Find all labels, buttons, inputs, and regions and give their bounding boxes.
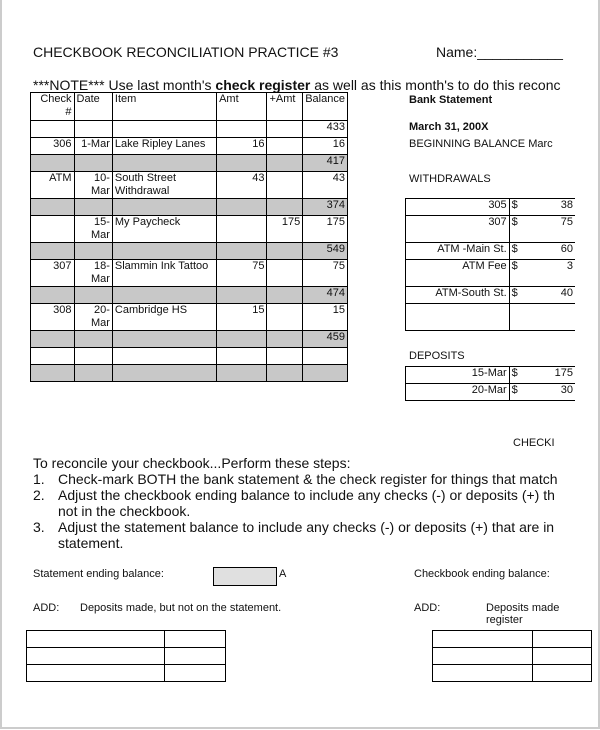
- beginning-balance-label: BEGINNING BALANCE Marc: [409, 138, 553, 150]
- table-row: [31, 243, 348, 260]
- table-row: [31, 199, 348, 216]
- register-cell-amt[interactable]: 75: [217, 260, 267, 287]
- withdrawals-amount[interactable]: 38: [529, 199, 575, 216]
- register-cell-check[interactable]: [31, 348, 75, 365]
- step-text: Check-mark BOTH the bank statement & the check register for things that match: [58, 471, 558, 487]
- table-row: [31, 287, 348, 304]
- input-cell[interactable]: [433, 631, 533, 648]
- input-cell[interactable]: [165, 648, 226, 665]
- register-cell-plus[interactable]: [267, 172, 303, 199]
- withdrawals-table: [405, 198, 575, 331]
- step-line: [33, 535, 558, 551]
- add-label-right: ADD:: [414, 602, 441, 614]
- withdrawals-label[interactable]: 307: [406, 216, 510, 243]
- withdrawals-currency[interactable]: $: [509, 199, 529, 216]
- withdrawals-amount[interactable]: [529, 304, 575, 331]
- register-cell-amt[interactable]: [217, 365, 267, 382]
- step-number: 2.: [33, 487, 45, 503]
- withdrawals-label[interactable]: ATM-South St.: [406, 287, 510, 304]
- withdrawals-currency[interactable]: [509, 304, 529, 331]
- register-cell-balance[interactable]: 417: [303, 155, 348, 172]
- table-row: [406, 260, 576, 287]
- register-cell-amt[interactable]: [217, 348, 267, 365]
- header-amt: Amt: [217, 93, 267, 121]
- register-cell-date[interactable]: [74, 243, 112, 260]
- register-cell-amt[interactable]: [217, 331, 267, 348]
- step-line: [33, 519, 558, 535]
- step-number: 3.: [33, 519, 45, 535]
- withdrawals-label[interactable]: 305: [406, 199, 510, 216]
- register-cell-date[interactable]: [74, 155, 112, 172]
- register-cell-amt[interactable]: [217, 287, 267, 304]
- register-cell-check[interactable]: [31, 243, 75, 260]
- register-cell-item[interactable]: [112, 331, 216, 348]
- table-row: [31, 216, 348, 243]
- header-plus-amt: +Amt: [267, 93, 303, 121]
- note-prefix: ***NOTE*** Use last month's: [33, 77, 216, 93]
- register-cell-date[interactable]: 15-Mar: [74, 216, 112, 243]
- deposits-currency[interactable]: $: [509, 367, 529, 384]
- register-cell-plus[interactable]: [267, 199, 303, 216]
- register-cell-date[interactable]: 18-Mar: [74, 260, 112, 287]
- deposits-not-on-statement-table: [26, 630, 226, 682]
- register-cell-date[interactable]: [74, 331, 112, 348]
- deposits-amount[interactable]: 175: [529, 367, 575, 384]
- withdrawals-currency[interactable]: $: [509, 287, 529, 304]
- register-cell-balance[interactable]: 15: [303, 304, 348, 331]
- deposits-not-in-register-table: [432, 630, 592, 682]
- table-row: [31, 155, 348, 172]
- register-cell-plus[interactable]: 175: [267, 216, 303, 243]
- table-row: [406, 199, 576, 216]
- register-cell-plus[interactable]: [267, 155, 303, 172]
- step-line: [33, 503, 558, 519]
- register-cell-amt[interactable]: 43: [217, 172, 267, 199]
- register-cell-plus[interactable]: [267, 287, 303, 304]
- withdrawals-amount[interactable]: 60: [529, 243, 575, 260]
- statement-date: March 31, 200X: [409, 121, 489, 133]
- table-row: [406, 384, 576, 401]
- add-label-left: ADD:: [33, 602, 60, 614]
- register-cell-plus[interactable]: [267, 243, 303, 260]
- register-cell-balance[interactable]: 474: [303, 287, 348, 304]
- register-cell-check[interactable]: [31, 287, 75, 304]
- register-cell-balance[interactable]: 433: [303, 121, 348, 138]
- register-cell-plus[interactable]: [267, 260, 303, 287]
- table-row: [31, 138, 348, 155]
- register-cell-balance[interactable]: 374: [303, 199, 348, 216]
- statement-marker: A: [279, 568, 287, 580]
- input-cell[interactable]: [533, 631, 592, 648]
- register-cell-amt[interactable]: 16: [217, 138, 267, 155]
- register-cell-date[interactable]: 20-Mar: [74, 304, 112, 331]
- register-cell-balance[interactable]: 549: [303, 243, 348, 260]
- register-cell-check[interactable]: [31, 121, 75, 138]
- step-text: Adjust the statement balance to include any checks (-) or deposits (+) that are in: [58, 519, 555, 535]
- register-cell-amt[interactable]: [217, 155, 267, 172]
- register-cell-item[interactable]: Slammin Ink Tattoo: [112, 260, 216, 287]
- add-right-text-2: register: [486, 614, 523, 626]
- register-cell-balance[interactable]: 43: [303, 172, 348, 199]
- register-cell-date[interactable]: [74, 121, 112, 138]
- register-cell-balance[interactable]: [303, 348, 348, 365]
- register-cell-balance[interactable]: 16: [303, 138, 348, 155]
- register-cell-check[interactable]: 307: [31, 260, 75, 287]
- register-cell-amt[interactable]: 15: [217, 304, 267, 331]
- register-cell-check[interactable]: [31, 365, 75, 382]
- register-cell-check[interactable]: ATM: [31, 172, 75, 199]
- header-item: Item: [112, 93, 216, 121]
- register-cell-date[interactable]: [74, 348, 112, 365]
- input-cell[interactable]: [27, 665, 165, 682]
- check-register-table: [30, 92, 348, 382]
- table-row: [406, 304, 576, 331]
- input-cell[interactable]: [533, 665, 592, 682]
- register-cell-item[interactable]: South Street Withdrawal: [112, 172, 216, 199]
- withdrawals-currency[interactable]: $: [509, 216, 529, 243]
- withdrawals-amount[interactable]: 3: [529, 260, 575, 287]
- withdrawals-label[interactable]: [406, 304, 510, 331]
- withdrawals-amount[interactable]: 40: [529, 287, 575, 304]
- add-right-text: Deposits made: [486, 602, 560, 614]
- register-cell-item[interactable]: [112, 365, 216, 382]
- table-row: [31, 260, 348, 287]
- input-cell[interactable]: [433, 665, 533, 682]
- register-cell-check[interactable]: [31, 155, 75, 172]
- deposits-table: [405, 366, 575, 401]
- header-check: Check #: [31, 93, 75, 121]
- register-cell-item[interactable]: [112, 199, 216, 216]
- register-cell-date[interactable]: [74, 199, 112, 216]
- register-cell-balance[interactable]: [303, 365, 348, 382]
- header-date: Date: [74, 93, 112, 121]
- note-bold: check register: [215, 77, 311, 93]
- deposits-currency[interactable]: $: [509, 384, 529, 401]
- step-text: Adjust the checkbook ending balance to include any checks (-) or deposits (+) th: [58, 487, 555, 503]
- note-suffix: as well as this month's to do this reconc: [310, 77, 561, 93]
- input-cell[interactable]: [27, 648, 165, 665]
- table-row: [406, 287, 576, 304]
- table-row: [31, 365, 348, 382]
- register-cell-item[interactable]: Cambridge HS: [112, 304, 216, 331]
- statement-ending-label: Statement ending balance:: [33, 568, 164, 580]
- table-row: [31, 348, 348, 365]
- register-cell-balance[interactable]: 459: [303, 331, 348, 348]
- register-cell-date[interactable]: 1-Mar: [74, 138, 112, 155]
- register-cell-item[interactable]: Lake Ripley Lanes: [112, 138, 216, 155]
- register-cell-check[interactable]: [31, 216, 75, 243]
- table-row: [31, 172, 348, 199]
- register-cell-item[interactable]: [112, 243, 216, 260]
- register-cell-amt[interactable]: [217, 243, 267, 260]
- bank-statement-heading: Bank Statement: [409, 94, 493, 106]
- input-cell[interactable]: [533, 648, 592, 665]
- register-cell-plus[interactable]: [267, 365, 303, 382]
- register-header: [31, 93, 348, 121]
- register-cell-check[interactable]: [31, 331, 75, 348]
- register-cell-amt[interactable]: [217, 121, 267, 138]
- register-cell-balance[interactable]: 175: [303, 216, 348, 243]
- register-cell-amt[interactable]: [217, 199, 267, 216]
- register-cell-date[interactable]: [74, 287, 112, 304]
- table-row: [406, 216, 576, 243]
- input-cell[interactable]: [27, 631, 165, 648]
- register-cell-plus[interactable]: [267, 138, 303, 155]
- withdrawals-label[interactable]: ATM -Main St.: [406, 243, 510, 260]
- register-cell-plus[interactable]: [267, 348, 303, 365]
- input-cell[interactable]: [165, 631, 226, 648]
- steps-intro: To reconcile your checkbook...Perform these steps:: [33, 455, 351, 471]
- statement-ending-input[interactable]: [213, 567, 277, 586]
- step-text: not in the checkbook.: [58, 503, 191, 519]
- header-balance: Balance: [303, 93, 348, 121]
- register-cell-check[interactable]: 306: [31, 138, 75, 155]
- withdrawals-label[interactable]: ATM Fee: [406, 260, 510, 287]
- name-field[interactable]: Name:___________: [436, 44, 563, 60]
- register-cell-plus[interactable]: [267, 121, 303, 138]
- step-text: statement.: [58, 535, 124, 551]
- deposits-label[interactable]: 15-Mar: [406, 367, 510, 384]
- register-cell-amt[interactable]: [217, 216, 267, 243]
- withdrawals-currency[interactable]: $: [509, 260, 529, 287]
- register-cell-balance[interactable]: 75: [303, 260, 348, 287]
- register-cell-check[interactable]: 308: [31, 304, 75, 331]
- deposits-amount[interactable]: 30: [529, 384, 575, 401]
- step-line: [33, 471, 558, 487]
- table-row: [31, 121, 348, 138]
- register-cell-date[interactable]: 10-Mar: [74, 172, 112, 199]
- checkbook-heading: CHECKI: [513, 437, 555, 449]
- steps-list: [33, 471, 558, 551]
- withdrawals-currency[interactable]: $: [509, 243, 529, 260]
- add-left-text: Deposits made, but not on the statement.: [80, 602, 282, 614]
- table-row: [31, 304, 348, 331]
- step-line: [33, 487, 558, 503]
- register-cell-date[interactable]: [74, 365, 112, 382]
- checkbook-ending-label: Checkbook ending balance:: [414, 568, 550, 580]
- input-cell[interactable]: [165, 665, 226, 682]
- input-cell[interactable]: [433, 648, 533, 665]
- page-title: CHECKBOOK RECONCILIATION PRACTICE #3: [33, 44, 339, 60]
- register-cell-item[interactable]: [112, 155, 216, 172]
- register-cell-item[interactable]: [112, 121, 216, 138]
- table-row: [31, 331, 348, 348]
- register-cell-plus[interactable]: [267, 331, 303, 348]
- register-cell-check[interactable]: [31, 199, 75, 216]
- deposits-label[interactable]: 20-Mar: [406, 384, 510, 401]
- step-number: 1.: [33, 471, 45, 487]
- register-cell-item[interactable]: [112, 287, 216, 304]
- table-row: [406, 243, 576, 260]
- deposits-label: DEPOSITS: [409, 350, 465, 362]
- note: [33, 77, 560, 93]
- table-row: [406, 367, 576, 384]
- register-cell-item[interactable]: [112, 348, 216, 365]
- withdrawals-label: WITHDRAWALS: [409, 173, 491, 185]
- register-cell-plus[interactable]: [267, 304, 303, 331]
- register-cell-item[interactable]: My Paycheck: [112, 216, 216, 243]
- withdrawals-amount[interactable]: 75: [529, 216, 575, 243]
